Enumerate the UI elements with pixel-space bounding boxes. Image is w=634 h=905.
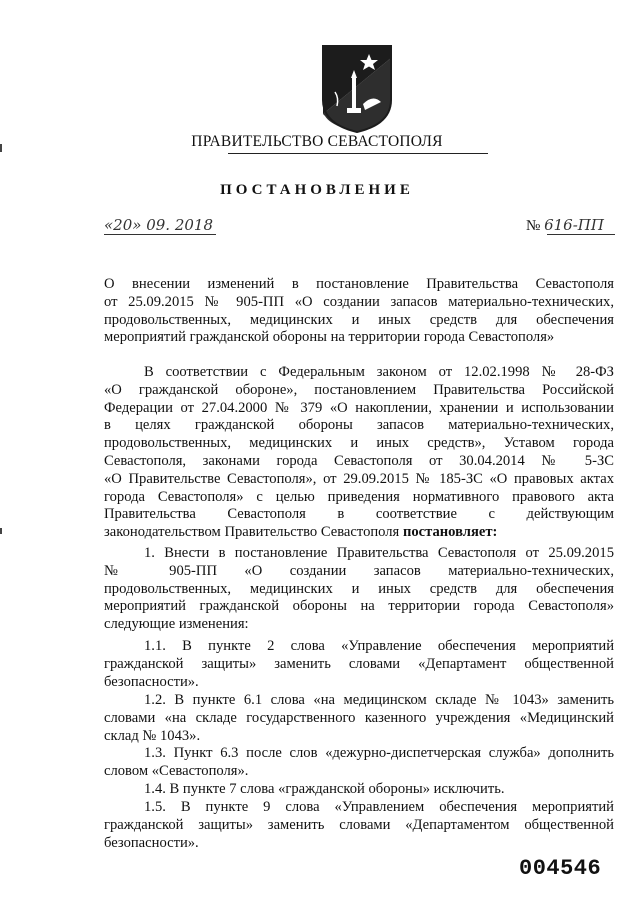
resolves-keyword: постановляет bbox=[402, 524, 493, 541]
resolves-colon: : bbox=[492, 524, 498, 541]
item-1-4-paragraph bbox=[104, 781, 614, 799]
text-line: В соответствии с Федеральным законом от 12.02.1998 № 28-ФЗ bbox=[144, 364, 614, 380]
document-number bbox=[526, 216, 604, 235]
preamble-paragraph bbox=[104, 364, 614, 542]
preamble-last-text: законодательством Правительство Севастополя bbox=[104, 524, 400, 541]
text-line: продовольственных, медицинских и иных средств для обеспечения bbox=[104, 311, 614, 328]
serial-number-stamp: 004546 bbox=[519, 856, 602, 881]
text-line: гражданской защиты» заменить словами «Департамент общественной bbox=[104, 655, 614, 672]
text-line: «О гражданской обороне», постановлением Правительства Российской bbox=[104, 381, 614, 398]
item-1-5-paragraph bbox=[104, 799, 614, 852]
text-line: Федерации от 27.04.2000 № 379 «О накоплении, хранении и использовании bbox=[104, 399, 614, 416]
header-underline bbox=[228, 153, 488, 154]
text-line: мероприятий гражданской обороны на территории города Севастополя» bbox=[104, 329, 555, 346]
number-underline bbox=[547, 234, 615, 235]
text-line: следующие изменения: bbox=[104, 616, 249, 633]
text-line: мероприятий гражданской обороны на территории города Севастополя» bbox=[104, 598, 614, 615]
text-line: № 905-ПП «О создании запасов материально-технических, bbox=[104, 562, 614, 579]
text-line: О внесении изменений в постановление Правительства Севастополя bbox=[104, 276, 614, 292]
text-line: 1. Внести в постановление Правительства Севастополя от 25.09.2015 bbox=[144, 545, 614, 561]
text-line: словами «на складе государственного казенного учреждения «Медицинский bbox=[104, 709, 614, 726]
item-1-paragraph bbox=[104, 545, 614, 634]
sevastopol-coat-of-arms-icon bbox=[321, 44, 393, 134]
text-line: 1.3. Пункт 6.3 после слов «дежурно-диспетчерская служба» дополнить bbox=[144, 745, 614, 761]
text-line: «О Правительстве Севастополя», от 29.09.2015 № 185-ЗС «О правовых актах bbox=[104, 470, 614, 487]
text-line: в целях гражданской обороны запасов материально-технических, bbox=[104, 417, 614, 434]
text-line: 1.5. В пункте 9 слова «Управлением обеспечения мероприятий bbox=[144, 799, 614, 815]
number-value: 616-ПП bbox=[544, 216, 604, 234]
item-1-2-paragraph bbox=[104, 692, 614, 745]
scan-margin-mark bbox=[0, 528, 2, 534]
text-line: продовольственных, медицинских и иных средств», Уставом города bbox=[104, 435, 614, 452]
text-line: города Севастополя» с целью приведения нормативного правового акта bbox=[104, 488, 614, 505]
document-date: «20» 09. 2018 bbox=[104, 216, 214, 234]
text-line: 1.4. В пункте 7 слова «гражданской обороны» исключить. bbox=[144, 781, 505, 797]
date-underline bbox=[104, 234, 216, 235]
item-1-1-paragraph bbox=[104, 638, 614, 691]
text-line: безопасности». bbox=[104, 673, 199, 690]
text-line: словом «Севастополя». bbox=[104, 762, 249, 779]
text-line: 1.1. В пункте 2 слова «Управление обеспечения мероприятий bbox=[144, 638, 614, 654]
text-line: Правительства Севастополя в соответствие с действующим bbox=[104, 506, 614, 523]
text-line bbox=[104, 524, 614, 542]
text-line: Севастополя, законами города Севастополя от 30.04.2014 № 5-ЗС bbox=[104, 452, 614, 469]
text-line: 1.2. В пункте 6.1 слова «на медицинском складе № 1043» заменить bbox=[144, 692, 614, 708]
document-title: ПОСТАНОВЛЕНИЕ bbox=[220, 182, 414, 198]
text-line: склад № 1043». bbox=[104, 727, 201, 744]
subject-paragraph bbox=[104, 276, 614, 347]
item-1-3-paragraph bbox=[104, 745, 614, 781]
text-line: гражданской защиты» заменить словами «Департаментом общественной bbox=[104, 816, 614, 833]
organization-name: ПРАВИТЕЛЬСТВО СЕВАСТОПОЛЯ bbox=[191, 133, 443, 150]
text-line: продовольственных, медицинских и иных средств для обеспечения bbox=[104, 580, 614, 597]
text-line: безопасности». bbox=[104, 834, 199, 851]
number-label: № bbox=[526, 218, 541, 234]
text-line: от 25.09.2015 № 905-ПП «О создании запасов материально-технических, bbox=[104, 293, 614, 310]
